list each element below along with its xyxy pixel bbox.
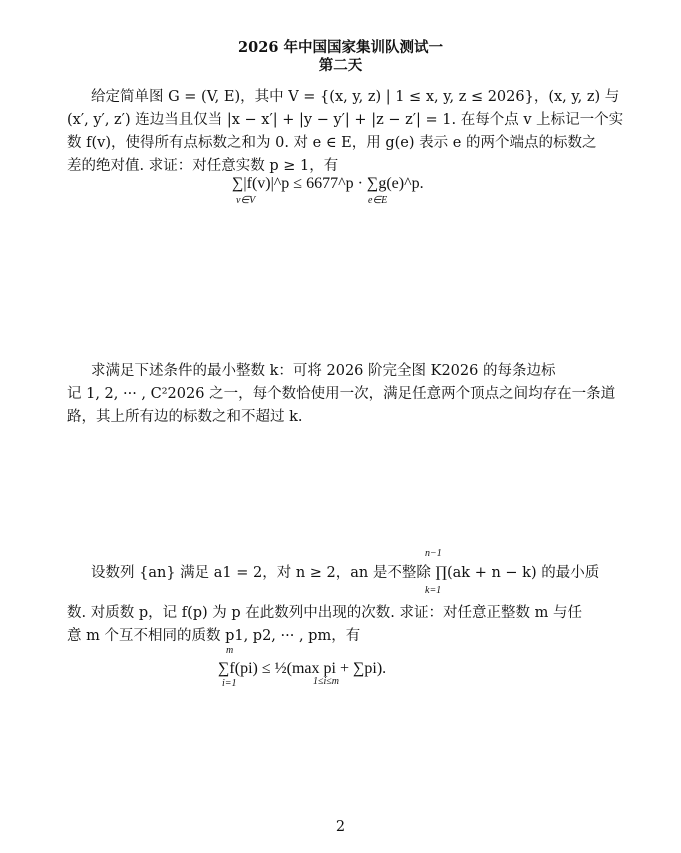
product-upper-limit: n−1: [425, 548, 442, 559]
problem-6-line-1: 设数列 {an} 满足 a1 = 2，对 n ≥ 2，an 是不整除 ∏(ak + n − k) 的最小质: [91, 565, 600, 581]
page-number: 2: [335, 819, 346, 835]
document-title: 2026 年中国国家集训队测试一: [238, 39, 443, 56]
problem-4-formula: ∑|f(v)|^p ≤ 6677^p · ∑g(e)^p.: [232, 175, 424, 192]
problem-4-line-2: (x′, y′, z′) 连边当且仅当 |x − x′| + |y − y′| + |z − z′| = 1. 在每个点 v 上标记一个实: [67, 112, 624, 128]
problem-6-formula: ∑f(pi) ≤ ½(max pi + ∑pi).: [218, 660, 387, 677]
max-subscript: 1≤i≤m: [313, 676, 339, 687]
sum-upper-limit: m: [226, 645, 234, 656]
problem-4-line-1: 给定简单图 G = (V, E)，其中 V = {(x, y, z) | 1 ≤ x, y, z ≤ 2026}，(x, y, z) 与: [91, 89, 620, 105]
problem-5-line-3: 路，其上所有边的标数之和不超过 k.: [67, 409, 303, 425]
formula-subscript-e: e∈E: [368, 195, 388, 206]
sum-lower-limit: i=1: [222, 678, 237, 689]
formula-subscript-v: v∈V: [236, 195, 256, 206]
document-subtitle: 第二天: [318, 57, 363, 74]
problem-6-line-3: 意 m 个互不相同的质数 p1, p2, ··· , pm，有: [67, 628, 361, 644]
problem-4-line-4: 差的绝对值. 求证：对任意实数 p ≥ 1，有: [67, 158, 339, 174]
problem-5-line-2: 记 1, 2, ··· , C²2026 之一，每个数恰使用一次，满足任意两个顶点之间均存在一条道: [67, 386, 616, 402]
problem-6-line-2: 数. 对质数 p，记 f(p) 为 p 在此数列中出现的次数. 求证：对任意正整数 m 与任: [67, 605, 582, 621]
problem-4-line-3: 数 f(v)，使得所有点标数之和为 0. 对 e ∈ E，用 g(e) 表示 e 的两个端点的标数之: [67, 135, 597, 151]
problem-5-line-1: 求满足下述条件的最小整数 k：可将 2026 阶完全图 K2026 的每条边标: [91, 363, 556, 379]
product-lower-limit: k=1: [425, 585, 442, 596]
